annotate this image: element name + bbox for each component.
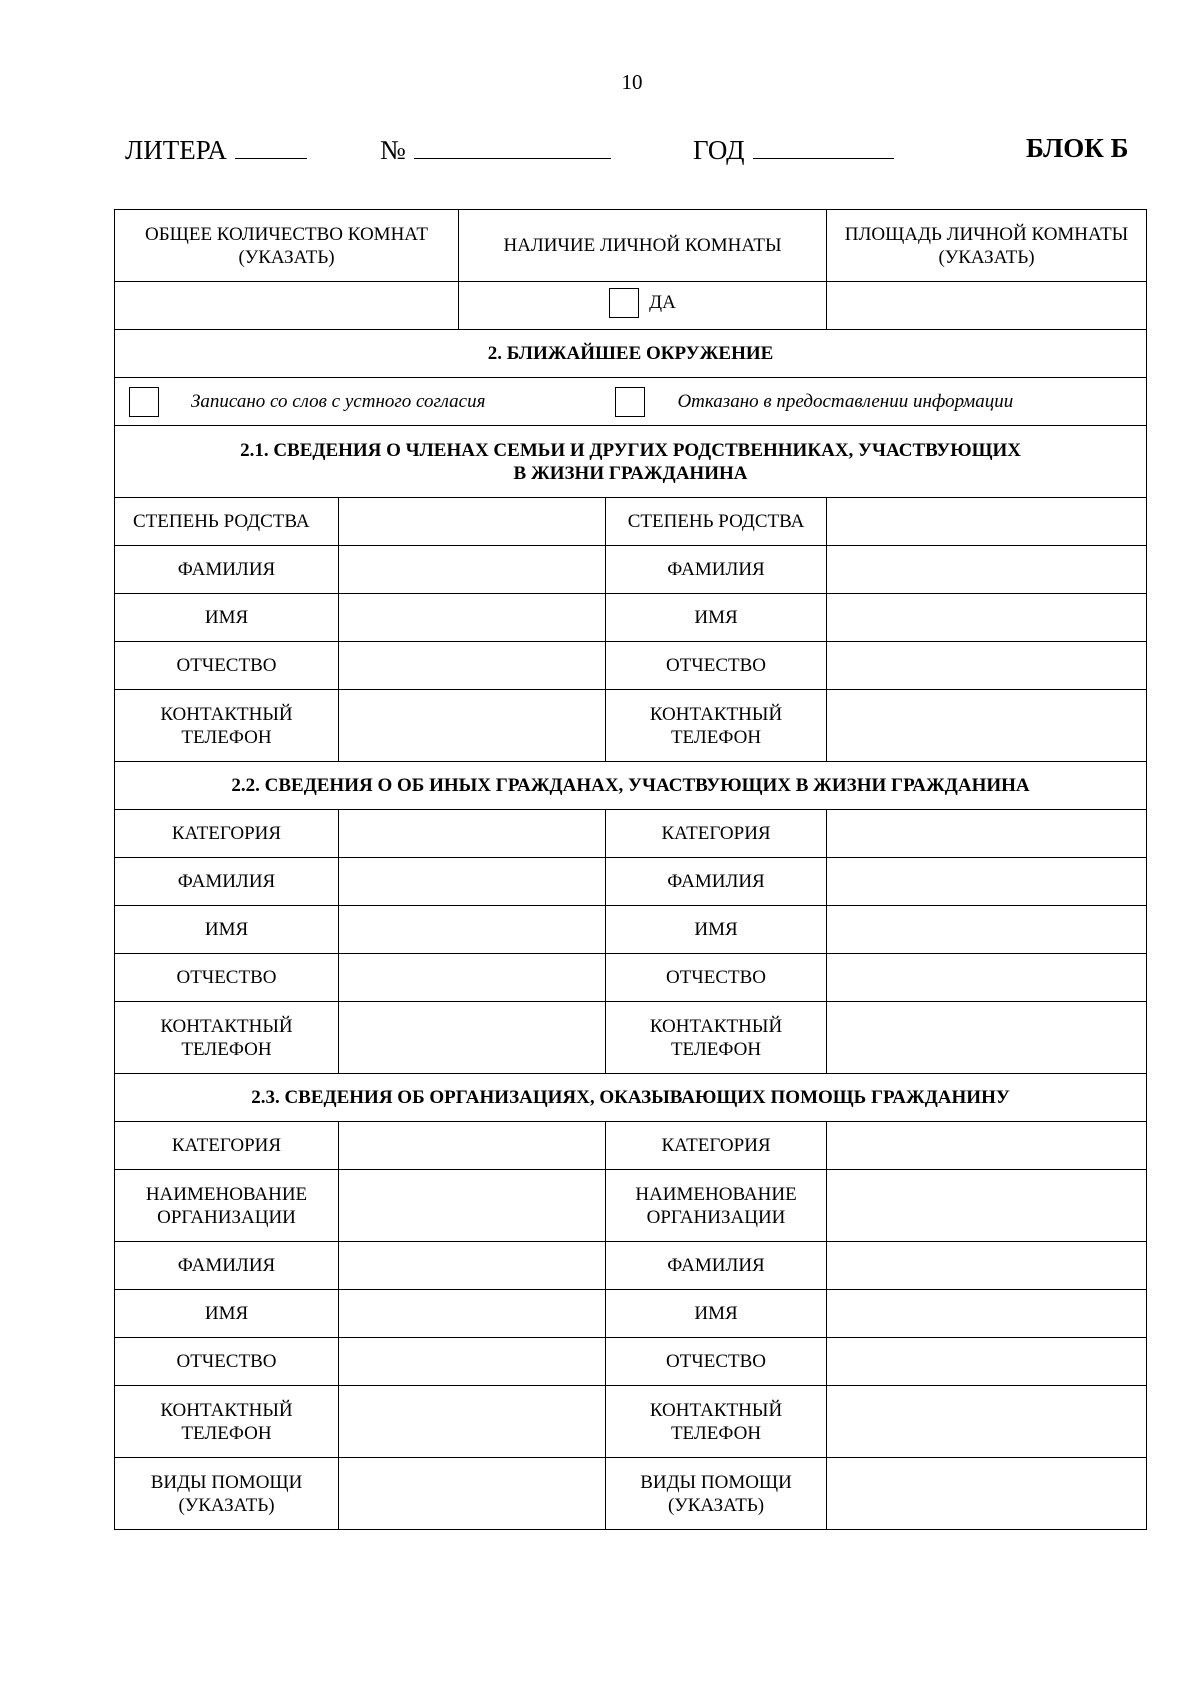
org-name-label-left-2: ОРГАНИЗАЦИИ (157, 1206, 296, 1228)
help-types-label-left-1: ВИДЫ ПОМОЩИ (150, 1471, 303, 1493)
phone-label-left-1: КОНТАКТНЫЙ (160, 703, 293, 725)
form-table (114, 209, 1147, 1530)
rooms-total-label-2: (УКАЗАТЬ) (238, 246, 335, 268)
org-patronymic-value-right[interactable] (827, 1338, 1147, 1386)
other-name-label-left: ИМЯ (115, 906, 339, 954)
number-blank[interactable] (414, 133, 611, 159)
other-patronymic-value-left[interactable] (339, 954, 606, 1002)
org-surname-label-right: ФАМИЛИЯ (606, 1242, 827, 1290)
patronymic-value-right[interactable] (827, 642, 1147, 690)
org-name-value-right[interactable] (827, 1170, 1147, 1242)
surname-label-left: ФАМИЛИЯ (115, 546, 339, 594)
help-types-label-right-1: ВИДЫ ПОМОЩИ (640, 1471, 792, 1493)
name-value-left[interactable] (339, 594, 606, 642)
year-field (693, 133, 894, 166)
own-room-value (459, 282, 827, 330)
other-patronymic-label-left: ОТЧЕСТВО (115, 954, 339, 1002)
rooms-total-value[interactable] (115, 282, 459, 330)
name-label-right: ИМЯ (606, 594, 827, 642)
org-patronymic-label-left: ОТЧЕСТВО (115, 1338, 339, 1386)
other-name-value-right[interactable] (827, 906, 1147, 954)
phone-value-right[interactable] (827, 690, 1147, 762)
help-types-label-left-2: (УКАЗАТЬ) (178, 1494, 275, 1516)
org-category-label-right: КАТЕГОРИЯ (606, 1122, 827, 1170)
consent-row (115, 378, 1147, 426)
number-field (380, 133, 611, 166)
litera-label: ЛИТЕРА (125, 135, 227, 165)
org-patronymic-label-right: ОТЧЕСТВО (606, 1338, 827, 1386)
phone-label-left (115, 690, 339, 762)
other-phone-label-left-2: ТЕЛЕФОН (181, 1038, 272, 1060)
phone-value-left[interactable] (339, 690, 606, 762)
year-blank[interactable] (753, 133, 894, 159)
help-types-label-right-2: (УКАЗАТЬ) (667, 1494, 765, 1516)
org-name-label-right-2: ОРГАНИЗАЦИИ (646, 1206, 786, 1228)
org-person-name-label-right: ИМЯ (606, 1290, 827, 1338)
own-room-header (459, 210, 827, 282)
patronymic-label-right: ОТЧЕСТВО (606, 642, 827, 690)
refused-info-label: Отказано в предоставлении информации (677, 391, 1014, 412)
patronymic-value-left[interactable] (339, 642, 606, 690)
other-surname-label-right: ФАМИЛИЯ (606, 858, 827, 906)
org-surname-value-right[interactable] (827, 1242, 1147, 1290)
room-area-header (827, 210, 1147, 282)
relation-degree-label-right: СТЕПЕНЬ РОДСТВА (606, 498, 827, 546)
help-types-value-right[interactable] (827, 1458, 1147, 1530)
org-name-label-right-1: НАИМЕНОВАНИЕ (635, 1183, 797, 1205)
name-label-left: ИМЯ (115, 594, 339, 642)
rooms-total-header (115, 210, 459, 282)
surname-label-right: ФАМИЛИЯ (606, 546, 827, 594)
other-category-value-left[interactable] (339, 810, 606, 858)
org-phone-value-right[interactable] (827, 1386, 1147, 1458)
org-person-name-label-left: ИМЯ (115, 1290, 339, 1338)
section-2-1-title-line-2: В ЖИЗНИ ГРАЖДАНИНА (513, 462, 748, 484)
org-phone-label-right (606, 1386, 827, 1458)
recorded-consent-checkbox[interactable] (129, 387, 159, 417)
litera-blank[interactable] (235, 133, 307, 159)
own-room-yes-label: ДА (649, 292, 676, 313)
phone-label-right-2: ТЕЛЕФОН (670, 726, 762, 748)
phone-label-right (606, 690, 827, 762)
relation-degree-value-right[interactable] (827, 498, 1147, 546)
other-category-value-right[interactable] (827, 810, 1147, 858)
room-area-label-1: ПЛОЩАДЬ ЛИЧНОЙ КОМНАТЫ (844, 223, 1129, 245)
patronymic-label-left: ОТЧЕСТВО (115, 642, 339, 690)
section-2-title: 2. БЛИЖАЙШЕЕ ОКРУЖЕНИЕ (115, 330, 1147, 378)
section-2-1-title-line-1: 2.1. СВЕДЕНИЯ О ЧЛЕНАХ СЕМЬИ И ДРУГИХ РОДСТВЕННИКАХ, УЧАСТВУЮЩИХ (240, 439, 1021, 461)
org-person-name-value-left[interactable] (339, 1290, 606, 1338)
org-phone-label-right-2: ТЕЛЕФОН (670, 1422, 762, 1444)
other-phone-label-right (606, 1002, 827, 1074)
other-phone-label-left (115, 1002, 339, 1074)
org-phone-label-left (115, 1386, 339, 1458)
section-2-1-title (115, 426, 1147, 498)
block-label: БЛОК Б (1026, 133, 1129, 163)
other-category-label-right: КАТЕГОРИЯ (606, 810, 827, 858)
other-patronymic-value-right[interactable] (827, 954, 1147, 1002)
rooms-total-label-1: ОБЩЕЕ КОЛИЧЕСТВО КОМНАТ (145, 223, 428, 245)
refused-info-checkbox[interactable] (615, 387, 645, 417)
year-label: ГОД (693, 135, 745, 165)
org-patronymic-value-left[interactable] (339, 1338, 606, 1386)
org-name-value-left[interactable] (339, 1170, 606, 1242)
other-phone-label-left-1: КОНТАКТНЫЙ (160, 1015, 293, 1037)
help-types-label-right (606, 1458, 827, 1530)
org-phone-label-left-2: ТЕЛЕФОН (181, 1422, 272, 1444)
room-area-value[interactable] (827, 282, 1147, 330)
org-name-label-left-1: НАИМЕНОВАНИЕ (145, 1183, 308, 1205)
relation-degree-value-left[interactable] (339, 498, 606, 546)
other-phone-value-right[interactable] (827, 1002, 1147, 1074)
section-2-2-title: 2.2. СВЕДЕНИЯ О ОБ ИНЫХ ГРАЖДАНАХ, УЧАСТВУЮЩИХ В ЖИЗНИ ГРАЖДАНИНА (115, 762, 1147, 810)
phone-label-right-1: КОНТАКТНЫЙ (649, 703, 783, 725)
litera-field (125, 133, 307, 166)
other-surname-label-left: ФАМИЛИЯ (115, 858, 339, 906)
other-name-label-right: ИМЯ (606, 906, 827, 954)
own-room-label: НАЛИЧИЕ ЛИЧНОЙ КОМНАТЫ (503, 235, 782, 256)
recorded-consent-label: Записано со слов с устного согласия (191, 391, 486, 412)
other-phone-value-left[interactable] (339, 1002, 606, 1074)
phone-label-left-2: ТЕЛЕФОН (181, 726, 272, 748)
relation-degree-label-left: СТЕПЕНЬ РОДСТВА (115, 498, 339, 546)
other-surname-value-left[interactable] (339, 858, 606, 906)
org-category-value-left[interactable] (339, 1122, 606, 1170)
other-phone-label-right-1: КОНТАКТНЫЙ (649, 1015, 783, 1037)
org-category-value-right[interactable] (827, 1122, 1147, 1170)
other-category-label-left: КАТЕГОРИЯ (115, 810, 339, 858)
other-phone-label-right-2: ТЕЛЕФОН (670, 1038, 762, 1060)
section-2-3-title: 2.3. СВЕДЕНИЯ ОБ ОРГАНИЗАЦИЯХ, ОКАЗЫВАЮЩИХ ПОМОЩЬ ГРАЖДАНИНУ (115, 1074, 1147, 1122)
own-room-yes-checkbox[interactable] (609, 288, 639, 318)
room-area-label-2: (УКАЗАТЬ) (938, 246, 1035, 268)
help-types-value-left[interactable] (339, 1458, 606, 1530)
org-phone-label-right-1: КОНТАКТНЫЙ (649, 1399, 783, 1421)
org-phone-label-left-1: КОНТАКТНЫЙ (160, 1399, 293, 1421)
other-name-value-left[interactable] (339, 906, 606, 954)
form-header (0, 133, 1200, 173)
help-types-label-left (115, 1458, 339, 1530)
org-surname-value-left[interactable] (339, 1242, 606, 1290)
org-person-name-value-right[interactable] (827, 1290, 1147, 1338)
org-name-label-left (115, 1170, 339, 1242)
other-surname-value-right[interactable] (827, 858, 1147, 906)
org-name-label-right (606, 1170, 827, 1242)
number-label: № (380, 135, 406, 165)
name-value-right[interactable] (827, 594, 1147, 642)
surname-value-left[interactable] (339, 546, 606, 594)
org-category-label-left: КАТЕГОРИЯ (115, 1122, 339, 1170)
page-number: 10 (621, 70, 643, 94)
org-phone-value-left[interactable] (339, 1386, 606, 1458)
org-surname-label-left: ФАМИЛИЯ (115, 1242, 339, 1290)
surname-value-right[interactable] (827, 546, 1147, 594)
other-patronymic-label-right: ОТЧЕСТВО (606, 954, 827, 1002)
